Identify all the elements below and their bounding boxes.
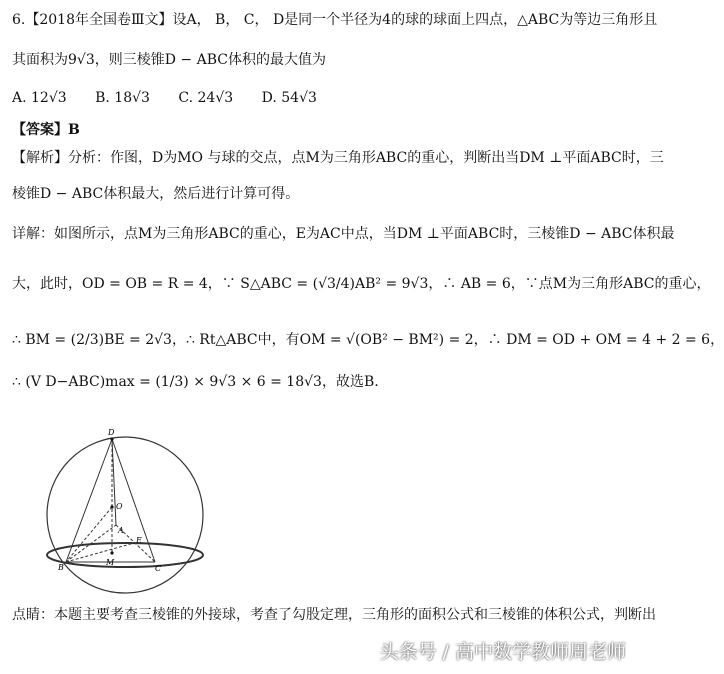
label-o: O (116, 502, 123, 511)
detail-line-3: ∴ BM = (2/3)BE = 2√3，∴ Rt△ABC中，有OM = √(OB² − BM²) = 2，∴ DM = OD + OM = 4 + 2 = 6， (12, 332, 724, 348)
sphere-outline (47, 437, 203, 593)
choice-d: D. 54√3 (261, 90, 317, 106)
label-c: C (155, 564, 162, 573)
great-circle (47, 543, 203, 567)
segment-ob (66, 507, 112, 562)
label-m: M (106, 558, 115, 567)
answer-line: 【答案】B (12, 122, 80, 138)
point-o (110, 505, 113, 508)
edge-da (112, 439, 116, 525)
label-d: D (108, 428, 115, 437)
point-d (110, 437, 113, 440)
label-e: E (136, 536, 142, 545)
choice-c: C. 24√3 (178, 90, 234, 106)
detail-line-2: 大，此时，OD = OB = R = 4，∵ S△ABC = (√3/4)AB² = 9√3，∴ AB = 6，∵点M为三角形ABC的重心， (12, 276, 711, 292)
choices-row (12, 88, 341, 108)
choice-a: A. 12√3 (12, 90, 67, 106)
detail-line-1: 详解：如图所示，点M为三角形ABC的重心，E为AC中点，当DM ⊥平面ABC时，三棱锥D − ABC体积最 (12, 226, 675, 242)
watermark: 头条号 / 高中数学教师周老师 (379, 641, 626, 663)
analysis-line-2: 棱锥D − ABC体积最大，然后进行计算可得。 (12, 186, 300, 202)
question-line-2: 其面积为9√3，则三棱锥D − ABC体积的最大值为 (12, 52, 326, 68)
choice-b: B. 18√3 (95, 90, 150, 106)
analysis-line-1: 【解析】分析：作图，D为MO 与球的交点，点M为三角形ABC的重心，判断出当DM ⊥平面ABC时，三 (12, 150, 664, 166)
point-m (110, 551, 113, 554)
label-a: A (118, 526, 124, 535)
question-line-1: 6.【2018年全国卷Ⅲ文】设A， B， C， D是同一个半径为4的球的球面上四点，△ABC为等边三角形且 (12, 12, 658, 28)
label-b: B (58, 563, 64, 572)
footer-note: 点睛：本题主要考查三棱锥的外接球，考查了勾股定理，三角形的面积公式和三棱锥的体积公式，判断出 (12, 607, 656, 623)
detail-line-4: ∴ (V D−ABC)max = (1/3) × 9√3 × 6 = 18√3，故选B. (12, 374, 379, 390)
sphere-figure (30, 425, 220, 595)
